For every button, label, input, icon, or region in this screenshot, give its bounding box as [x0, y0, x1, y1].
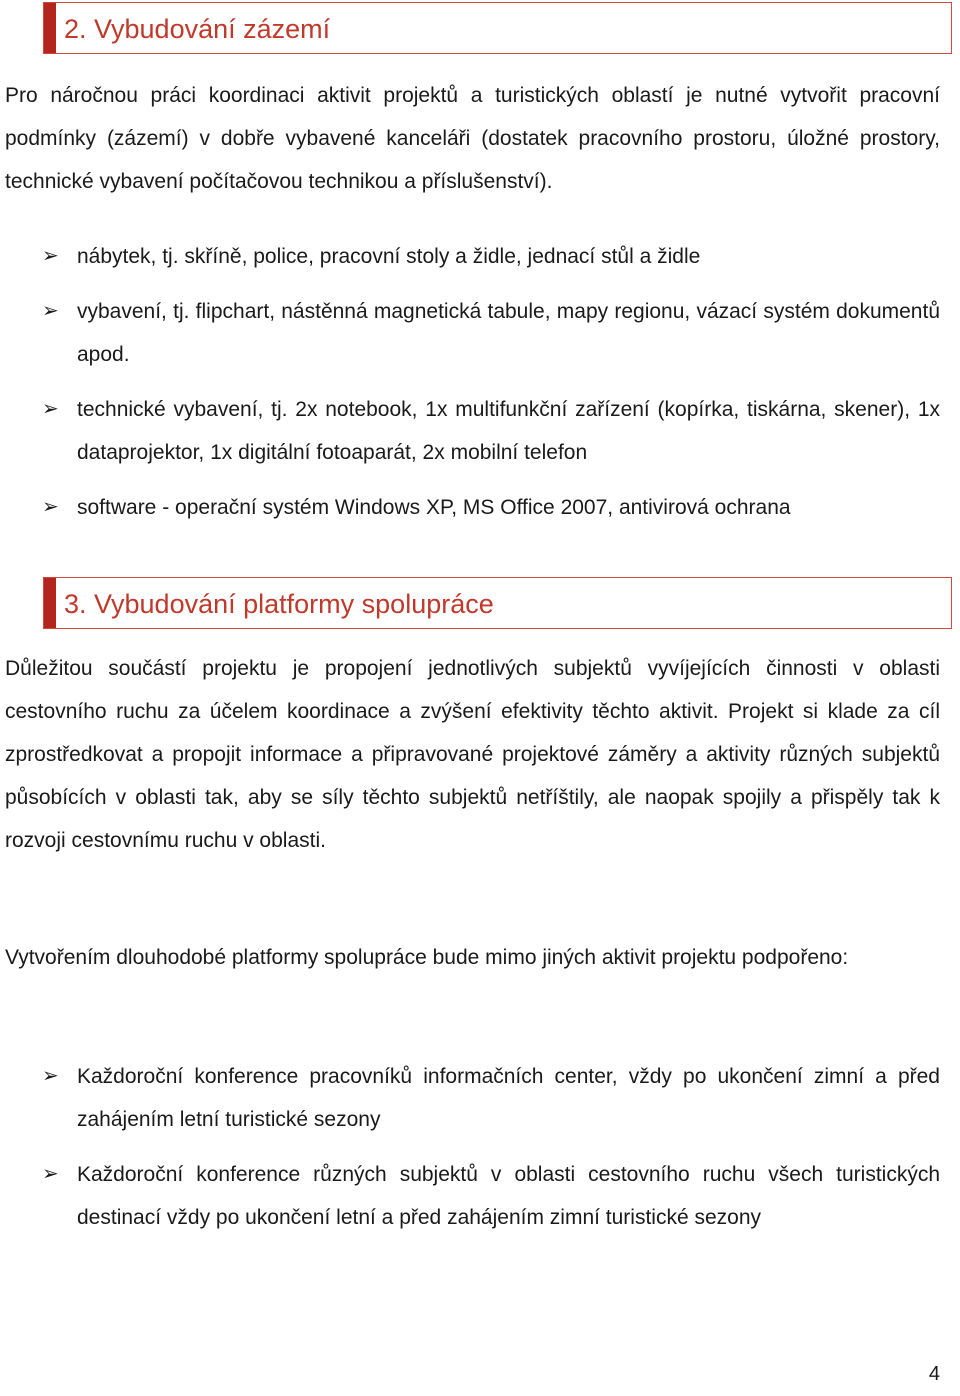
arrow-bullet-icon: ➢ [42, 245, 59, 267]
list-item-text: Každoroční konference různých subjektů v oblasti cestovního ruchu všech turistických destinací vždy po ukončení letní a před zahájením zimní turistické sezony [77, 1163, 940, 1229]
arrow-bullet-icon: ➢ [42, 496, 59, 518]
list-item [42, 486, 940, 529]
section-2-heading-box [43, 2, 952, 54]
page-number: 4 [928, 1363, 940, 1385]
arrow-bullet-icon: ➢ [42, 300, 59, 322]
list-item-text: technické vybavení, tj. 2x notebook, 1x multifunkční zařízení (kopírka, tiskárna, skener), 1x dataprojektor, 1x digitální fotoaparát, 2x mobilní telefon [77, 398, 940, 464]
list-item [42, 235, 940, 278]
arrow-bullet-icon: ➢ [42, 1065, 59, 1087]
section-2-heading: 2. Vybudování zázemí [64, 14, 331, 44]
arrow-bullet-icon: ➢ [42, 398, 59, 420]
list-item [42, 290, 940, 376]
heading-accent-bar [44, 578, 56, 628]
section-3-heading-box [43, 577, 952, 629]
list-item-text: nábytek, tj. skříně, police, pracovní stoly a židle, jednací stůl a židle [77, 245, 701, 268]
heading-accent-bar [44, 3, 56, 53]
list-item-text: vybavení, tj. flipchart, nástěnná magnetická tabule, mapy regionu, vázací systém dokumentů apod. [77, 300, 940, 366]
list-item [42, 1153, 940, 1239]
arrow-bullet-icon: ➢ [42, 1163, 59, 1185]
list-item-text: Každoroční konference pracovníků informačních center, vždy po ukončení zimní a před zahájením letní turistické sezony [77, 1065, 940, 1131]
section-2-intro: Pro náročnou práci koordinaci aktivit projektů a turistických oblastí je nutné vytvořit pracovní podmínky (zázemí) v dobře vybavené kanceláři (dostatek pracovního prostoru, úložné prostory, technické vybavení počítačovou technikou a příslušenství). [5, 84, 940, 193]
section-3-heading: 3. Vybudování platformy spolupráce [64, 589, 494, 619]
list-item-text: software - operační systém Windows XP, MS Office 2007, antivirová ochrana [77, 496, 791, 519]
list-item [42, 388, 940, 474]
section-3-paragraph-2: Vytvořením dlouhodobé platformy spolupráce bude mimo jiných aktivit projektu podpořeno: [5, 946, 849, 969]
list-item [42, 1055, 940, 1141]
section-3-paragraph-1: Důležitou součástí projektu je propojení jednotlivých subjektů vyvíjejících činnosti v oblasti cestovního ruchu za účelem koordinace a zvýšení efektivity těchto aktivit. Projekt si klade za cíl zprostředkovat a propojit informace a připravované projektové záměry a aktivity různých subjektů působících v oblasti tak, aby se síly těchto subjektů netříštily, ale naopak spojily a přispěly tak k rozvoji cestovnímu ruchu v oblasti. [5, 657, 940, 852]
